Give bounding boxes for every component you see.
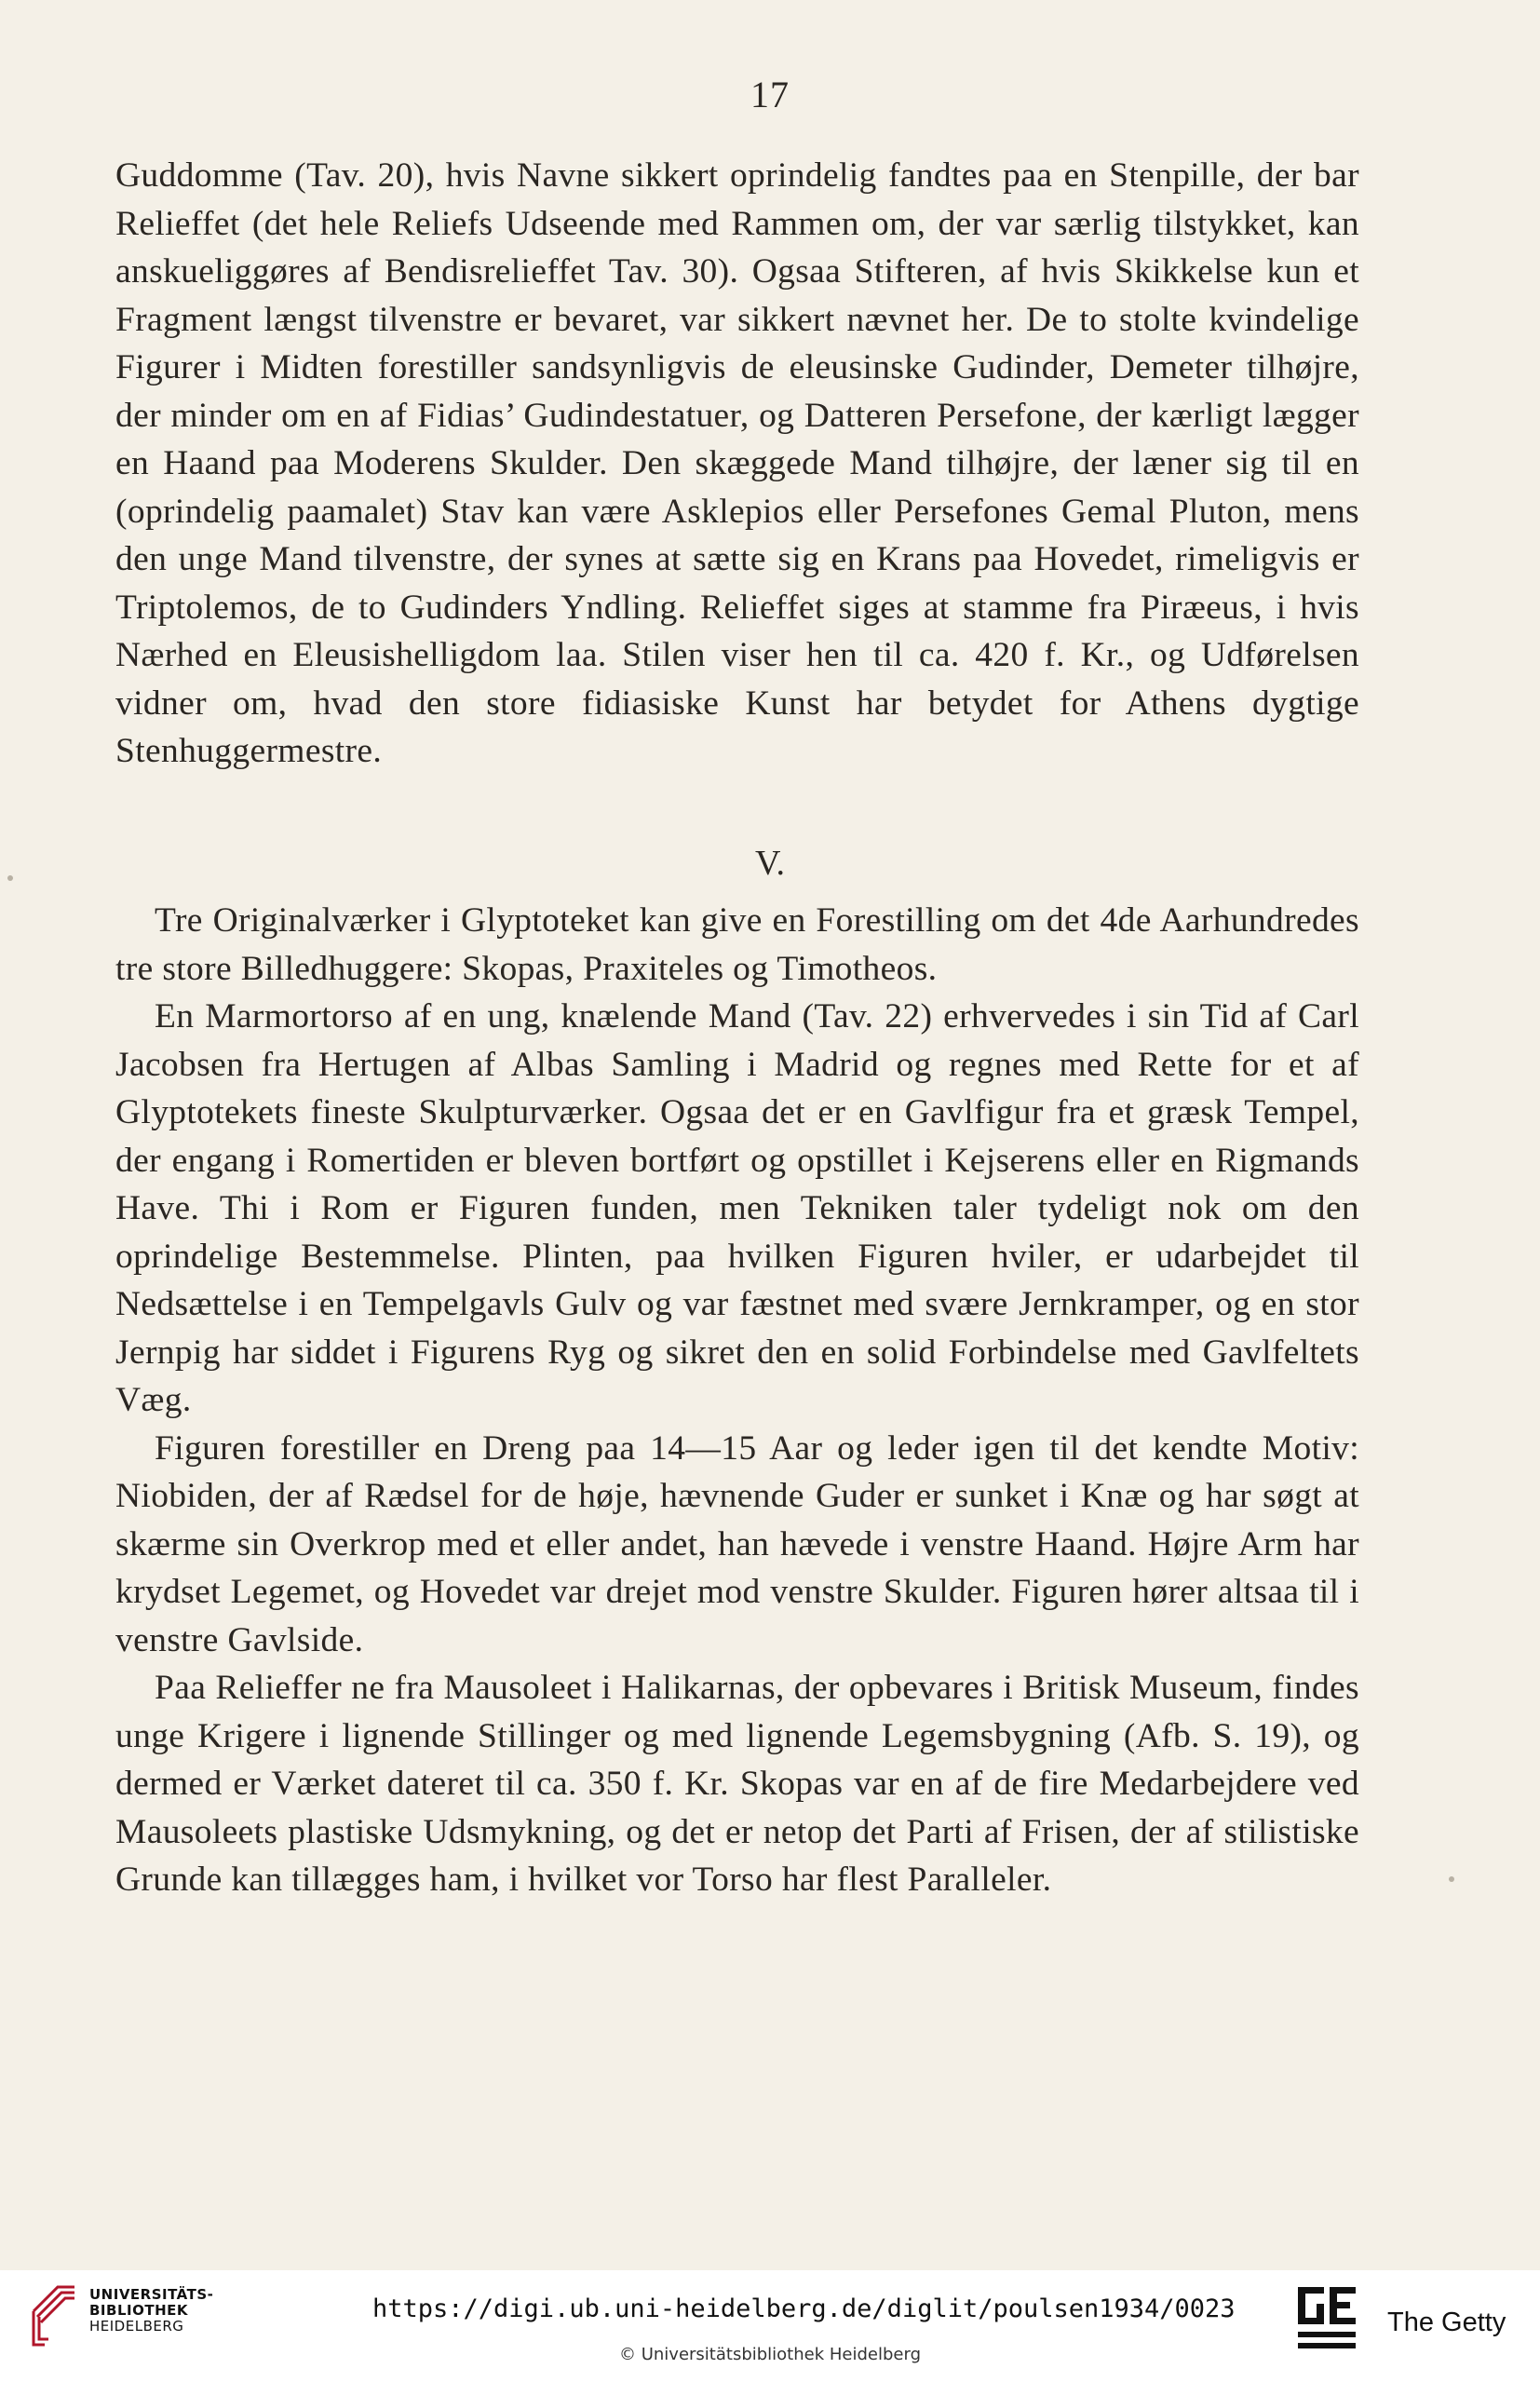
body-text-top [115,152,1359,776]
page-number: 17 [750,74,790,115]
institution-line: HEIDELBERG [89,2318,184,2335]
paragraph: Figuren forestiller en Dreng paa 14—15 Aar og leder igen til det kendte Motiv: Niobiden, der af Rædsel for de høje, hævnende Guder er sunket i Knæ og har søgt at skærme sin Overkrop med et eller andet, han hævede i venstre Haand. Højre Arm har krydset Legemet, og Hovedet var drejet mod venstre Skulder. Figuren hører altsaa til i venstre Gavlside. [115,1428,1359,1659]
scan-edge-mark [7,875,13,881]
institution-name [89,2287,213,2335]
paragraph: Tre Originalværker i Glyptoteket kan give en Forestilling om det 4de Aarhundredes tre store Billedhuggere: Skopas, Praxiteles og Timotheos. [115,901,1359,988]
footer-bar [0,2270,1540,2382]
paragraph: Guddomme (Tav. 20), hvis Navne sikkert oprindelig fandtes paa en Stenpille, der bar Relieffet (det hele Reliefs Udseende med Rammen om, der var særlig tilstykket, kan anskueliggøres af Bendisrelieffet Tav. 30). Ogsaa Stifteren, af hvis Skikkelse kun et Fragment længst tilvenstre er bevaret, var sikkert nævnet her. De to stolte kvindelige Figurer i Midten forestiller sandsynligvis de eleusinske Gudinder, Demeter tilhøjre, der minder om en af Fidias’ Gudindestatuer, og Datteren Persefone, der kærligt lægger en Haand paa Moderens Skulder. Den skæggede Mand tilhøjre, der læner sig til en (oprindelig paamalet) Stav kan være Asklepios eller Persefones Gemal Pluton, mens den unge Mand tilvenstre, der synes at sætte sig en Krans paa Hovedet, rimeligvis er Triptolemos, de to Gudinders Yndling. Relieffet siges at stamme fra Piræeus, i hvis Nærhed en Eleusishelligdom laa. Stilen viser hen til ca. 420 f. Kr., og Udførelsen vidner om, hvad den store fidiasiske Kunst har betydet for Athens dygtige Stenhuggermestre. [115,156,1359,770]
source-url-link[interactable]: https://digi.ub.uni-heidelberg.de/diglit/poulsen1934/0023 [372,2294,1236,2323]
scan-edge-mark [1449,1876,1454,1882]
section-heading: V. [754,844,786,883]
paragraph: En Marmortorso af en ung, knælende Mand (Tav. 22) erhvervedes i sin Tid af Carl Jacobsen fra Hertugen af Albas Samling i Madrid og regnes med Rette for et af Glyptotekets fineste Skulpturværker. Ogsaa det er en Gavlfigur fra et græsk Tempel, der engang i Romertiden er bleven bortført og opstillet i Kejserens eller en Rigmands Have. Thi i Rom er Figuren funden, men Tekniken taler tydeligt nok om den oprindelige Bestemmelse. Plinten, paa hvilken Figuren hviler, er udarbejdet til Nedsættelse i en Tempelgavls Gulv og var fæstnet med svære Jernkramper, og en stor Jernpig har siddet i Figurens Ryg og sikret den en solid Forbindelse med Gavlfeltets Væg. [115,997,1359,1419]
body-text-bottom [115,897,1359,1904]
institution-line: BIBLIOTHEK [89,2302,188,2319]
partner-name: The Getty [1387,2308,1506,2337]
paragraph: Paa Relieffer ne fra Mausoleet i Halikarnas, der opbevares i Britisk Museum, findes unge Krigere i lignende Stillinger og med lignende Legemsbygning (Afb. S. 19), og dermed er Værket dateret til ca. 350 f. Kr. Skopas var en af de fire Medarbejdere ved Mausoleets plastiske Udsmykning, og det er netop det Parti af Frisen, der af stilistiske Grunde kan tillægges ham, i hvilket vor Torso har flest Paralleler. [115,1669,1359,1899]
getty-logo-icon [1294,2281,1359,2356]
ub-heidelberg-logo-icon [28,2280,78,2354]
copyright-notice: © Universitätsbibliothek Heidelberg [618,2345,921,2364]
institution-line: UNIVERSITÄTS- [89,2286,214,2303]
